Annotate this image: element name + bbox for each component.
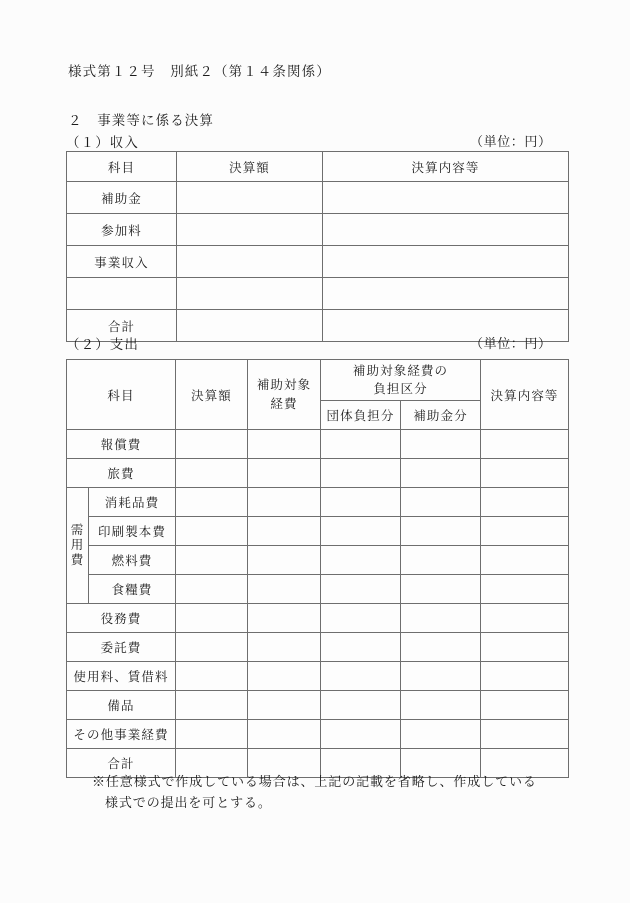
expense-burden-org-cell[interactable] (321, 604, 401, 633)
expense-target-cell[interactable] (248, 430, 321, 459)
expense-detail-cell[interactable] (481, 720, 569, 749)
expense-amount-cell[interactable] (176, 459, 248, 488)
expense-col-burden-org: 団体負担分 (321, 401, 401, 430)
target-expense-line1: 補助対象 (256, 377, 312, 393)
table-row (67, 278, 569, 310)
table-header-row (67, 360, 569, 401)
expense-row-label-total: 合計 (67, 749, 176, 778)
expense-col-detail: 決算内容等 (481, 360, 569, 430)
income-amount-cell[interactable] (177, 214, 323, 246)
income-col-detail: 決算内容等 (323, 152, 569, 182)
expense-target-cell[interactable] (248, 691, 321, 720)
income-row-label: 事業収入 (67, 246, 177, 278)
income-amount-cell[interactable] (177, 246, 323, 278)
expense-amount-cell[interactable] (176, 575, 248, 604)
expense-burden-org-cell[interactable] (321, 459, 401, 488)
expense-col-burden-group (321, 360, 481, 401)
expense-burden-org-cell[interactable] (321, 575, 401, 604)
expense-row-label: 委託費 (67, 633, 176, 662)
income-unit-note: （単位：円） (470, 135, 552, 150)
expense-col-target-expense (248, 360, 321, 430)
table-row (67, 691, 569, 720)
expense-burden-subsidy-cell[interactable] (401, 691, 481, 720)
income-amount-cell[interactable] (177, 310, 323, 342)
expense-target-cell[interactable] (248, 575, 321, 604)
expense-detail-cell[interactable] (481, 488, 569, 517)
expense-row-label: 旅費 (67, 459, 176, 488)
income-detail-cell[interactable] (323, 278, 569, 310)
income-row-label: 補助金 (67, 182, 177, 214)
expense-col-burden-subsidy: 補助金分 (401, 401, 481, 430)
expense-row-label: 消耗品費 (89, 488, 176, 517)
income-row-label: 参加料 (67, 214, 177, 246)
burden-group-line2: 負担区分 (373, 381, 428, 396)
form-number: 様式第１２号 別紙２（第１４条関係） (68, 64, 331, 80)
expense-row-label: 食糧費 (89, 575, 176, 604)
income-detail-cell[interactable] (323, 214, 569, 246)
income-col-item: 科目 (67, 152, 177, 182)
expense-detail-cell[interactable] (481, 662, 569, 691)
expense-burden-org-cell[interactable] (321, 546, 401, 575)
expense-target-cell[interactable] (248, 662, 321, 691)
expense-amount-cell[interactable] (176, 517, 248, 546)
income-detail-cell[interactable] (323, 246, 569, 278)
expense-detail-cell[interactable] (481, 633, 569, 662)
expense-row-label: その他事業経費 (67, 720, 176, 749)
group-label-char: 需 (70, 522, 85, 538)
expense-detail-cell[interactable] (481, 517, 569, 546)
expense-burden-subsidy-cell[interactable] (401, 604, 481, 633)
expense-heading: （２）支出 (66, 337, 139, 353)
footnote-line-2: 様式での提出を可とする。 (105, 796, 272, 812)
table-row (67, 720, 569, 749)
expense-detail-cell[interactable] (481, 459, 569, 488)
expense-unit-note: （単位：円） (470, 337, 552, 352)
income-heading: （１）収入 (66, 135, 139, 151)
expense-amount-cell[interactable] (176, 662, 248, 691)
expense-detail-cell[interactable] (481, 604, 569, 633)
expense-amount-cell[interactable] (176, 633, 248, 662)
expense-burden-subsidy-cell[interactable] (401, 720, 481, 749)
expense-detail-cell[interactable] (481, 430, 569, 459)
income-detail-cell[interactable] (323, 182, 569, 214)
expense-target-cell[interactable] (248, 459, 321, 488)
target-expense-line2: 経費 (270, 395, 298, 411)
table-row (67, 662, 569, 691)
expense-burden-subsidy-cell[interactable] (401, 662, 481, 691)
expense-detail-cell[interactable] (481, 546, 569, 575)
expense-burden-org-cell[interactable] (321, 720, 401, 749)
expense-burden-subsidy-cell[interactable] (401, 430, 481, 459)
income-amount-cell[interactable] (177, 278, 323, 310)
income-row-label-total: 合計 (67, 310, 177, 342)
table-row (67, 246, 569, 278)
expense-amount-cell[interactable] (176, 691, 248, 720)
expense-burden-subsidy-cell[interactable] (401, 546, 481, 575)
table-row (67, 430, 569, 459)
expense-burden-org-cell[interactable] (321, 488, 401, 517)
table-row (67, 604, 569, 633)
expense-group-label-juyouhi (67, 488, 89, 604)
expense-row-label: 燃料費 (89, 546, 176, 575)
expense-target-cell[interactable] (248, 604, 321, 633)
section-heading: ２ 事業等に係る決算 (68, 113, 214, 129)
expense-burden-org-cell[interactable] (321, 517, 401, 546)
table-row (67, 546, 569, 575)
group-label-char: 用 (70, 537, 85, 553)
table-header-row (67, 152, 569, 182)
table-row (67, 488, 569, 517)
expense-burden-org-cell[interactable] (321, 691, 401, 720)
expense-burden-subsidy-cell[interactable] (401, 488, 481, 517)
expense-amount-cell[interactable] (176, 488, 248, 517)
expense-detail-cell[interactable] (481, 575, 569, 604)
burden-group-line1: 補助対象経費の (352, 362, 449, 378)
expense-row-label: 印刷製本費 (89, 517, 176, 546)
expense-col-amount: 決算額 (176, 360, 248, 430)
expense-amount-cell[interactable] (176, 430, 248, 459)
table-row (67, 182, 569, 214)
expense-amount-cell[interactable] (176, 720, 248, 749)
expense-detail-cell[interactable] (481, 691, 569, 720)
footnote (92, 772, 582, 815)
income-table (66, 151, 569, 342)
expense-burden-org-cell[interactable] (321, 662, 401, 691)
expense-row-label: 備品 (67, 691, 176, 720)
expense-col-item: 科目 (67, 360, 176, 430)
expense-target-cell[interactable] (248, 488, 321, 517)
expense-amount-cell[interactable] (176, 604, 248, 633)
table-row (67, 517, 569, 546)
expense-target-cell[interactable] (248, 546, 321, 575)
expense-burden-subsidy-cell[interactable] (401, 575, 481, 604)
expense-target-cell[interactable] (248, 633, 321, 662)
group-label-char: 費 (70, 551, 85, 567)
expense-amount-cell[interactable] (176, 546, 248, 575)
income-row-label-blank[interactable] (67, 278, 177, 310)
footnote-line-1: ※任意様式で作成している場合は、上記の記載を省略し、作成している (92, 775, 537, 790)
table-row (67, 459, 569, 488)
expense-burden-org-cell[interactable] (321, 633, 401, 662)
expense-burden-subsidy-cell[interactable] (401, 517, 481, 546)
income-amount-cell[interactable] (177, 182, 323, 214)
table-row (67, 575, 569, 604)
expense-target-cell[interactable] (248, 720, 321, 749)
income-col-amount: 決算額 (177, 152, 323, 182)
table-row (67, 633, 569, 662)
expense-burden-subsidy-cell[interactable] (401, 459, 481, 488)
expense-row-label: 報償費 (67, 430, 176, 459)
expense-burden-org-cell[interactable] (321, 430, 401, 459)
expense-row-label: 役務費 (67, 604, 176, 633)
expense-target-cell[interactable] (248, 517, 321, 546)
expense-burden-subsidy-cell[interactable] (401, 633, 481, 662)
expense-table (66, 359, 569, 778)
table-row (67, 214, 569, 246)
expense-row-label: 使用料、賃借料 (67, 662, 176, 691)
